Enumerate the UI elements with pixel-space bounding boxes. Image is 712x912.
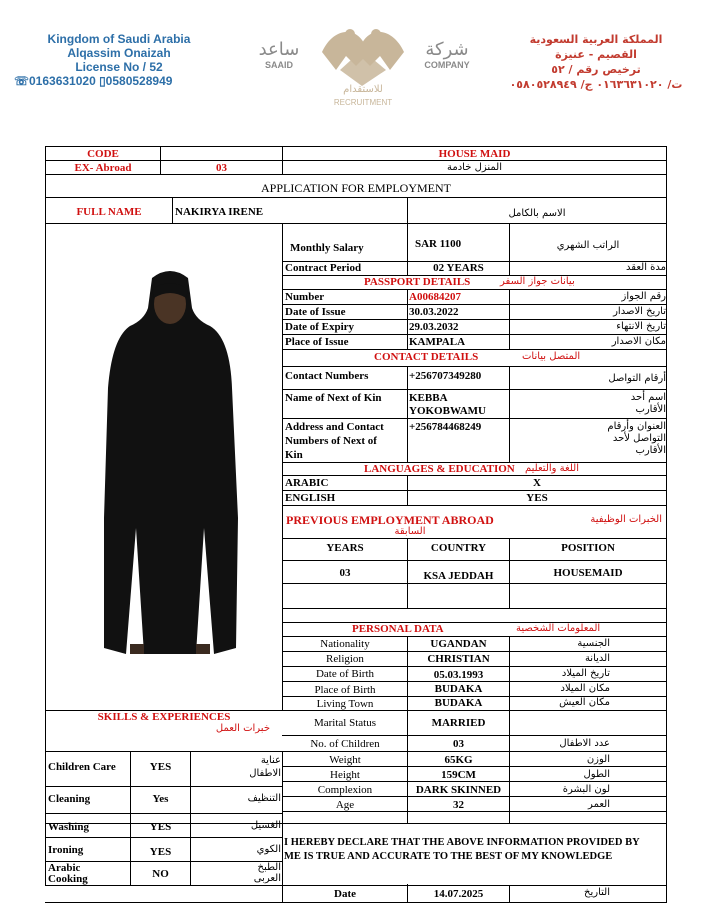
contract-period-ar: مدة العقد (626, 262, 666, 273)
date-value: 14.07.2025 (433, 888, 484, 900)
previous-employment-title: PREVIOUS EMPLOYMENT ABROAD (286, 513, 494, 527)
passport-number-label: Number (285, 291, 325, 303)
skill-washing-ar: الغسيل (250, 820, 281, 831)
marital-status-label: Marital Status (313, 717, 377, 729)
address-label-1: Address and Contact (285, 421, 384, 433)
skills-title: SKILLS & EXPERIENCES (97, 711, 231, 723)
passport-expiry-label: Date of Expiry (285, 321, 355, 333)
skill-children-care-ar-1: عناية (260, 755, 281, 766)
header-arabic (490, 32, 702, 92)
header-english (14, 32, 224, 88)
weight-ar: الوزن (586, 754, 610, 765)
pob-value: BUDAKA (434, 683, 483, 695)
prev-row-years: 03 (339, 567, 351, 579)
passport-place-value: KAMPALA (409, 336, 466, 348)
skill-children-care-label: Children Care (48, 761, 116, 773)
age-label: Age (335, 799, 355, 811)
address-label-3: Kin (285, 449, 303, 461)
header-country-ar: المملكة العربية السعودية (529, 33, 663, 46)
previous-employment-ar-1: الخبرات الوظيفية (590, 514, 662, 525)
living-town-value: BUDAKA (434, 697, 483, 709)
weight-value: 65KG (444, 754, 473, 766)
skill-ironing-value: YES (149, 846, 172, 858)
age-ar: العمر (588, 799, 610, 810)
skill-ironing-label: Ironing (48, 844, 84, 856)
religion-value: CHRISTIAN (427, 653, 490, 665)
skill-washing-label: Washing (48, 821, 89, 833)
house-maid-ar: المنزل خادمة (447, 162, 502, 173)
ex-abroad-value: 03 (216, 162, 227, 174)
logo-name-ar: ساعد (258, 39, 300, 60)
contract-period-label: Contract Period (285, 262, 362, 274)
passport-issue-ar: تاريخ الاصدار (613, 306, 666, 317)
height-value: 159CM (441, 769, 476, 781)
application-title: APPLICATION FOR EMPLOYMENT (260, 181, 451, 195)
logo-company-ar: شركة (425, 39, 469, 60)
monthly-salary-value: SAR 1100 (415, 238, 462, 250)
passport-place-label: Place of Issue (285, 336, 349, 348)
personal-data-title-ar: المعلومات الشخصية (516, 623, 601, 634)
header-country: Kingdom of Saudi Arabia (47, 32, 191, 46)
address-value: +256784468249 (409, 421, 482, 433)
english-value: YES (526, 492, 548, 504)
pob-label: Place of Birth (314, 684, 376, 696)
marital-status-value: MARRIED (431, 717, 486, 729)
header-city: Alqassim Onaizah (67, 46, 171, 60)
prev-row-position: HOUSEMAID (553, 567, 623, 579)
header-phones-ar: ت/ ٠١٦٣٦٣١٠٢٠ ج/ ٠٥٨٠٥٢٨٩٤٩ (509, 78, 683, 91)
next-of-kin-value-2: YOKOBWAMU (409, 405, 486, 417)
code-label: CODE (87, 148, 119, 160)
logo-name-en: SAAID (264, 60, 293, 70)
passport-title: PASSPORT DETAILS (364, 276, 471, 288)
english-label: ENGLISH (285, 492, 336, 504)
arabic-label: ARABIC (285, 477, 329, 489)
languages-title: LANGUAGES & EDUCATION (364, 463, 515, 475)
skill-arabic-cooking-ar-2: العربى (253, 873, 281, 884)
children-value: 03 (453, 738, 464, 750)
passport-title-ar: بيانات جواز السفر (500, 276, 575, 287)
nationality-label: Nationality (320, 638, 370, 650)
prev-header-country: COUNTRY (430, 542, 487, 554)
nationality-value: UGANDAN (430, 638, 487, 650)
passport-issue-value: 30.03.2022 (409, 306, 459, 318)
living-town-ar: مكان العيش (559, 697, 610, 708)
living-town-label: Living Town (316, 698, 374, 710)
contact-numbers-label: Contact Numbers (285, 370, 369, 382)
children-ar: عدد الاطفال (559, 738, 610, 749)
pob-ar: مكان الميلاد (560, 683, 610, 694)
address-ar-2: التواصل لأحد (612, 433, 666, 444)
complexion-ar: لون البشرة (562, 784, 610, 795)
children-label: No. of Children (310, 738, 380, 750)
passport-number-value: A00684207 (409, 291, 461, 303)
passport-issue-label: Date of Issue (285, 306, 346, 318)
passport-expiry-value: 29.03.2032 (409, 321, 459, 333)
monthly-salary-label: Monthly Salary (290, 242, 364, 254)
header-city-ar: القصيم - عنيزة (555, 48, 637, 61)
skill-arabic-cooking-ar-1: الطبخ (257, 862, 281, 873)
contact-numbers-ar: أرقام التواصل (608, 373, 666, 384)
applicant-photo (100, 268, 240, 660)
passport-number-ar: رقم الجواز (621, 291, 666, 302)
address-ar-3: الأقارب (635, 445, 666, 456)
house-maid-label: HOUSE MAID (438, 148, 511, 160)
passport-expiry-ar: تاريخ الانتهاء (616, 321, 666, 332)
skill-arabic-cooking-label-1: Arabic (48, 862, 81, 874)
header-license: License No / 52 (75, 60, 163, 74)
religion-label: Religion (326, 653, 364, 665)
next-of-kin-value-1: KEBBA (409, 392, 448, 404)
skill-arabic-cooking-label-2: Cooking (48, 873, 88, 885)
dob-label: Date of Birth (315, 668, 375, 680)
header-phones: ☏0163631020 ▯0580528949 (14, 74, 173, 88)
contract-period-value: 02 YEARS (433, 262, 484, 274)
dob-value: 05.03.1993 (433, 669, 484, 681)
date-label: Date (334, 888, 356, 900)
skill-children-care-value: YES (149, 761, 172, 773)
skill-cleaning-ar: التنظيف (247, 793, 281, 804)
skill-ironing-ar: الكوي (256, 844, 281, 855)
next-of-kin-ar-2: الأقارب (635, 404, 666, 415)
next-of-kin-label: Name of Next of Kin (285, 392, 382, 404)
nationality-ar: الجنسية (577, 638, 610, 649)
contact-title-ar: المتصل بيانات (522, 351, 581, 362)
contact-title: CONTACT DETAILS (374, 351, 479, 363)
dob-ar: تاريخ الميلاد (561, 668, 610, 679)
skills-title-ar: خبرات العمل (215, 723, 270, 734)
prev-row-country: KSA JEDDAH (423, 570, 494, 582)
skill-children-care-ar-2: الاطفال (249, 768, 281, 779)
age-value: 32 (453, 799, 464, 811)
logo-company-en: COMPANY (424, 60, 470, 70)
height-ar: الطول (583, 769, 610, 780)
declaration-line-2: ME IS TRUE AND ACCURATE TO THE BEST OF MY KNOWLEDGE (284, 851, 613, 862)
languages-title-ar: اللغة والتعليم (525, 463, 579, 474)
arabic-value: X (533, 477, 541, 489)
company-logo (252, 20, 474, 112)
logo-recruitment-ar: للاستقدام (343, 84, 383, 95)
passport-place-ar: مكان الاصدار (611, 336, 666, 347)
skill-arabic-cooking-value: NO (152, 868, 169, 880)
weight-label: Weight (329, 754, 361, 766)
full-name-label: FULL NAME (76, 206, 142, 218)
monthly-salary-ar: الراتب الشهري (556, 240, 620, 251)
skill-cleaning-value: Yes (152, 793, 169, 805)
date-ar: التاريخ (584, 887, 610, 898)
full-name-ar: الاسم بالكامل (508, 208, 566, 219)
contact-numbers-value: +256707349280 (409, 370, 482, 382)
full-name-value: NAKIRYA IRENE (175, 206, 264, 218)
previous-employment-ar-2: السابقة (394, 526, 426, 537)
ex-abroad-label: EX- Abroad (74, 162, 132, 174)
prev-header-position: POSITION (561, 542, 615, 554)
next-of-kin-ar-1: اسم أحد (630, 392, 666, 403)
height-label: Height (330, 769, 360, 781)
complexion-value: DARK SKINNED (415, 784, 502, 796)
skill-cleaning-label: Cleaning (48, 793, 91, 805)
complexion-label: Complexion (317, 784, 373, 796)
personal-data-title: PERSONAL DATA (352, 623, 444, 635)
skill-washing-value: YES (149, 821, 172, 833)
declaration-line-1: I HEREBY DECLARE THAT THE ABOVE INFORMATION PROVIDED BY (284, 837, 640, 848)
prev-header-years: YEARS (326, 542, 364, 554)
header-license-ar: ترخيص رقم / ٥٢ (551, 63, 641, 76)
religion-ar: الديانة (584, 653, 610, 664)
logo-recruitment-en: RECRUITMENT (333, 98, 393, 107)
address-ar-1: العنوان وأرقام (607, 421, 666, 432)
address-label-2: Numbers of Next of (285, 435, 377, 447)
